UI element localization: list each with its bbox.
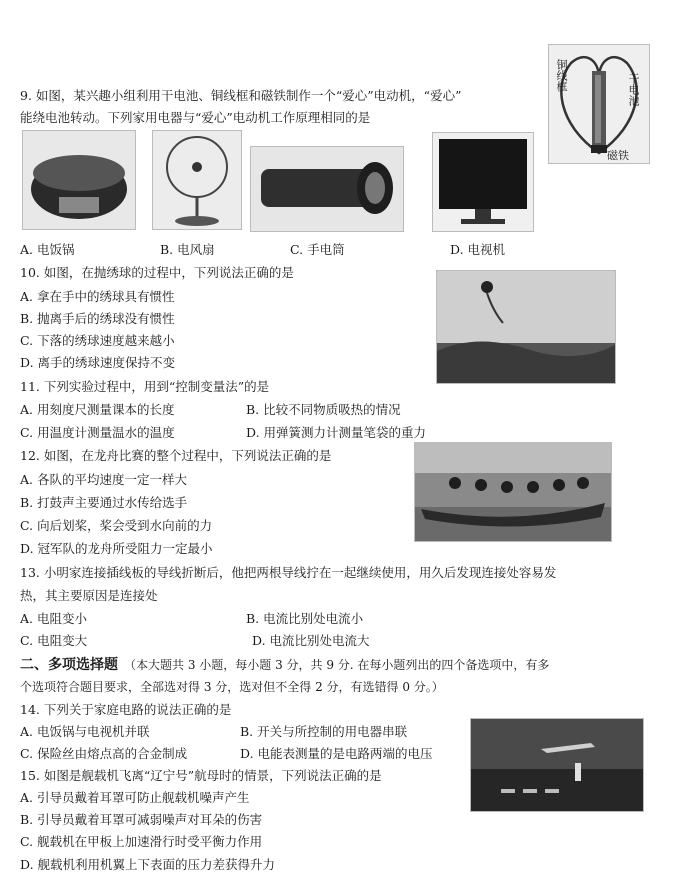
section-2-desc-line2: 个选项符合题目要求，全部选对得 3 分，选对但不全得 2 分，有选错得 0 分。）: [20, 680, 444, 694]
magnet-label: 磁铁: [607, 149, 629, 162]
q12-stem: 12. 如图，在龙舟比赛的整个过程中，下列说法正确的是: [20, 448, 332, 463]
embroidered-ball-photo: [436, 270, 616, 384]
q13-stem-line1: 13. 小明家连接插线板的导线折断后，他把两根导线拧在一起继续使用，用久后发现连接处容易发: [20, 565, 557, 580]
q11-option-a: A. 用刻度尺测量课本的长度: [20, 402, 175, 417]
dragon-boat-photo: [414, 442, 612, 542]
q15-option-a: A. 引导员戴着耳罩可防止舰载机噪声产生: [20, 790, 250, 805]
q12-option-c: C. 向后划桨，桨会受到水向前的力: [20, 518, 213, 533]
q12-option-a: A. 各队的平均速度一定一样大: [20, 472, 187, 487]
q12-option-b: B. 打鼓声主要通过水传给选手: [20, 495, 188, 510]
q9-stem-line1: 9. 如图，某兴趣小组利用干电池、铜线框和磁铁制作一个“爱心”电动机，“爱心”: [20, 88, 462, 103]
q15-option-c: C. 舰载机在甲板上加速滑行时受平衡力作用: [20, 834, 263, 849]
q13-stem-line2: 热，其主要原因是连接处: [20, 588, 158, 603]
q9-option-b: B. 电风扇: [160, 242, 215, 257]
q9-option-c: C. 手电筒: [290, 242, 345, 257]
copper-frame-label: 铜线框: [555, 59, 568, 92]
q15-stem: 15. 如图是舰载机飞离“辽宁号”航母时的情景，下列说法正确的是: [20, 768, 382, 783]
q9-stem-line2: 能绕电池转动。下列家用电器与“爱心”电动机工作原理相同的是: [20, 110, 371, 125]
section-2-desc-line1: （本大题共 3 小题，每小题 3 分，共 9 分. 在每小题列出的四个备选项中，有多: [124, 658, 550, 672]
flashlight-photo: [250, 146, 404, 232]
q11-stem: 11. 下列实验过程中，用到“控制变量法”的是: [20, 379, 270, 394]
battery-label: 干电池: [627, 73, 640, 106]
q13-option-d: D. 电流比别处电流大: [252, 633, 370, 648]
q15-option-d: D. 舰载机利用机翼上下表面的压力差获得升力: [20, 857, 276, 872]
q15-option-b: B. 引导员戴着耳罩可减弱噪声对耳朵的伤害: [20, 812, 263, 827]
q10-option-d: D. 离手的绣球速度保持不变: [20, 355, 176, 370]
q11-option-c: C. 用温度计测量温水的温度: [20, 425, 175, 440]
q11-option-d: D. 用弹簧测力计测量笔袋的重力: [246, 425, 427, 440]
q11-option-b: B. 比较不同物质吸热的情况: [246, 402, 401, 417]
q13-option-b: B. 电流比别处电流小: [246, 611, 364, 626]
q13-option-a: A. 电阻变小: [20, 611, 87, 626]
section-2-title: 二、多项选择题: [20, 657, 118, 673]
rice-cooker-photo: [22, 130, 136, 230]
q10-option-a: A. 拿在手中的绣球具有惯性: [20, 289, 175, 304]
q14-stem: 14. 下列关于家庭电路的说法正确的是: [20, 702, 232, 717]
q9-option-d: D. 电视机: [450, 242, 506, 257]
q13-option-c: C. 电阻变大: [20, 633, 88, 648]
q14-option-a: A. 电饭锅与电视机并联: [20, 724, 150, 739]
q12-option-d: D. 冠军队的龙舟所受阻力一定最小: [20, 541, 213, 556]
q9-option-a: A. 电饭锅: [20, 242, 75, 257]
tv-photo: [432, 132, 534, 232]
q10-stem: 10. 如图，在抛绣球的过程中，下列说法正确的是: [20, 265, 294, 280]
aircraft-carrier-photo: [470, 718, 644, 812]
heart-motor-figure: [548, 44, 650, 164]
electric-fan-photo: [152, 130, 242, 230]
q10-option-b: B. 抛离手后的绣球没有惯性: [20, 311, 175, 326]
q10-option-c: C. 下落的绣球速度越来越小: [20, 333, 175, 348]
q14-option-c: C. 保险丝由熔点高的合金制成: [20, 746, 188, 761]
q14-option-b: B. 开关与所控制的用电器串联: [240, 724, 408, 739]
q14-option-d: D. 电能表测量的是电路两端的电压: [240, 746, 433, 761]
